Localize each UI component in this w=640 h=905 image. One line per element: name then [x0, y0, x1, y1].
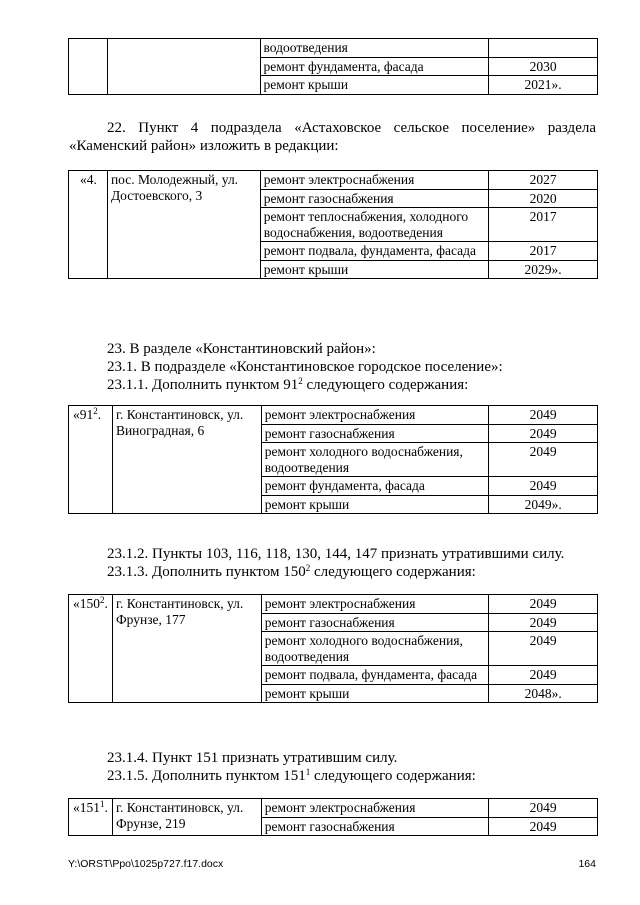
section-23-1-1-heading: 23.1.1. Дополнить пунктом $91^2$ следующего содержания: — [107, 376, 469, 393]
work-cell: ремонт подвала, фундамента, фасада — [261, 666, 488, 685]
year-cell: 2017 — [489, 208, 598, 242]
work-cell: ремонт холодного водоснабжения, водоотведения — [261, 632, 488, 666]
year-cell: 2049 — [489, 666, 598, 685]
table-item-150-2 — [68, 594, 598, 703]
table-item-4 — [68, 170, 598, 279]
table-row — [69, 595, 598, 614]
address-cell: г. Константиновск, ул. Виноградная, 6 — [112, 406, 261, 514]
table-continuation — [68, 38, 598, 95]
work-cell: ремонт электроснабжения — [261, 799, 489, 818]
section-23-1-5-heading: 23.1.5. Дополнить пунктом $151^1$ следующего содержания: — [107, 767, 476, 784]
work-cell: ремонт газоснабжения — [261, 817, 489, 836]
work-cell: водоотведения — [260, 39, 489, 58]
address-cell: г. Константиновск, ул. Фрунзе, 219 — [112, 799, 261, 836]
year-cell: 2049 — [489, 424, 598, 443]
work-cell: ремонт фундамента, фасада — [260, 57, 489, 76]
work-cell: ремонт теплоснабжения, холодного водоснабжения, водоотведения — [260, 208, 489, 242]
address-cell: пос. Молодежный, ул. Достоевского, 3 — [107, 171, 260, 279]
year-cell: 2049 — [489, 817, 598, 836]
table-row — [69, 406, 598, 425]
section-23-1-4-text: 23.1.4. Пункт 151 признать утратившим силу. — [107, 750, 398, 766]
year-cell: 2049 — [489, 443, 598, 477]
section-23-heading: 23. В разделе «Константиновский район»: — [107, 341, 376, 357]
section-23-1-3-heading: 23.1.3. Дополнить пунктом $150^2$ следующего содержания: — [107, 563, 476, 580]
table-item-91-2 — [68, 405, 598, 514]
work-cell: ремонт электроснабжения — [261, 406, 489, 425]
footer-file-path: Y:\ORST\Ppo\1025p727.f17.docx — [68, 858, 224, 870]
footer-page-number: 164 — [578, 858, 596, 870]
year-cell: 2049 — [489, 595, 598, 614]
work-cell: ремонт холодного водоснабжения, водоотведения — [261, 443, 489, 477]
section-23-1-2-text: 23.1.2. Пункты 103, 116, 118, 130, 144, 147 признать утратившими силу. — [107, 546, 565, 562]
year-cell: 2029». — [489, 260, 598, 279]
paragraph-22: 22. Пункт 4 подраздела «Астаховское сельское поселение» раздела «Каменский район» изложить в редакции: — [69, 120, 596, 154]
num-cell: «$150^2$. — [69, 595, 113, 703]
num-cell: «$91^2$. — [69, 406, 113, 514]
work-cell: ремонт подвала, фундамента, фасада — [260, 242, 489, 261]
year-cell — [489, 39, 598, 58]
work-cell: ремонт газоснабжения — [261, 613, 488, 632]
year-cell: 2030 — [489, 57, 598, 76]
year-cell: 2049 — [489, 632, 598, 666]
year-cell: 2049 — [489, 477, 598, 496]
work-cell: ремонт электроснабжения — [261, 595, 488, 614]
address-cell: г. Константиновск, ул. Фрунзе, 177 — [112, 595, 261, 703]
work-cell: ремонт газоснабжения — [261, 424, 489, 443]
table-item-151-1 — [68, 798, 598, 836]
num-cell — [69, 39, 108, 95]
year-cell: 2049 — [489, 799, 598, 818]
work-cell: ремонт крыши — [261, 684, 488, 703]
year-cell: 2049 — [489, 406, 598, 425]
year-cell: 2049 — [489, 613, 598, 632]
year-cell: 2020 — [489, 189, 598, 208]
address-cell — [107, 39, 260, 95]
work-cell: ремонт электроснабжения — [260, 171, 489, 190]
work-cell: ремонт фундамента, фасада — [261, 477, 489, 496]
year-cell: 2017 — [489, 242, 598, 261]
num-cell: «$151^1$. — [69, 799, 113, 836]
year-cell: 2049». — [489, 495, 598, 514]
num-cell: «4. — [69, 171, 108, 279]
work-cell: ремонт крыши — [260, 76, 489, 95]
table-row — [69, 799, 598, 818]
work-cell: ремонт крыши — [260, 260, 489, 279]
year-cell: 2048». — [489, 684, 598, 703]
section-23-1-heading: 23.1. В подразделе «Константиновское городское поселение»: — [107, 359, 503, 375]
year-cell: 2027 — [489, 171, 598, 190]
work-cell: ремонт газоснабжения — [260, 189, 489, 208]
table-row — [69, 171, 598, 190]
table-row — [69, 39, 598, 58]
year-cell: 2021». — [489, 76, 598, 95]
work-cell: ремонт крыши — [261, 495, 489, 514]
